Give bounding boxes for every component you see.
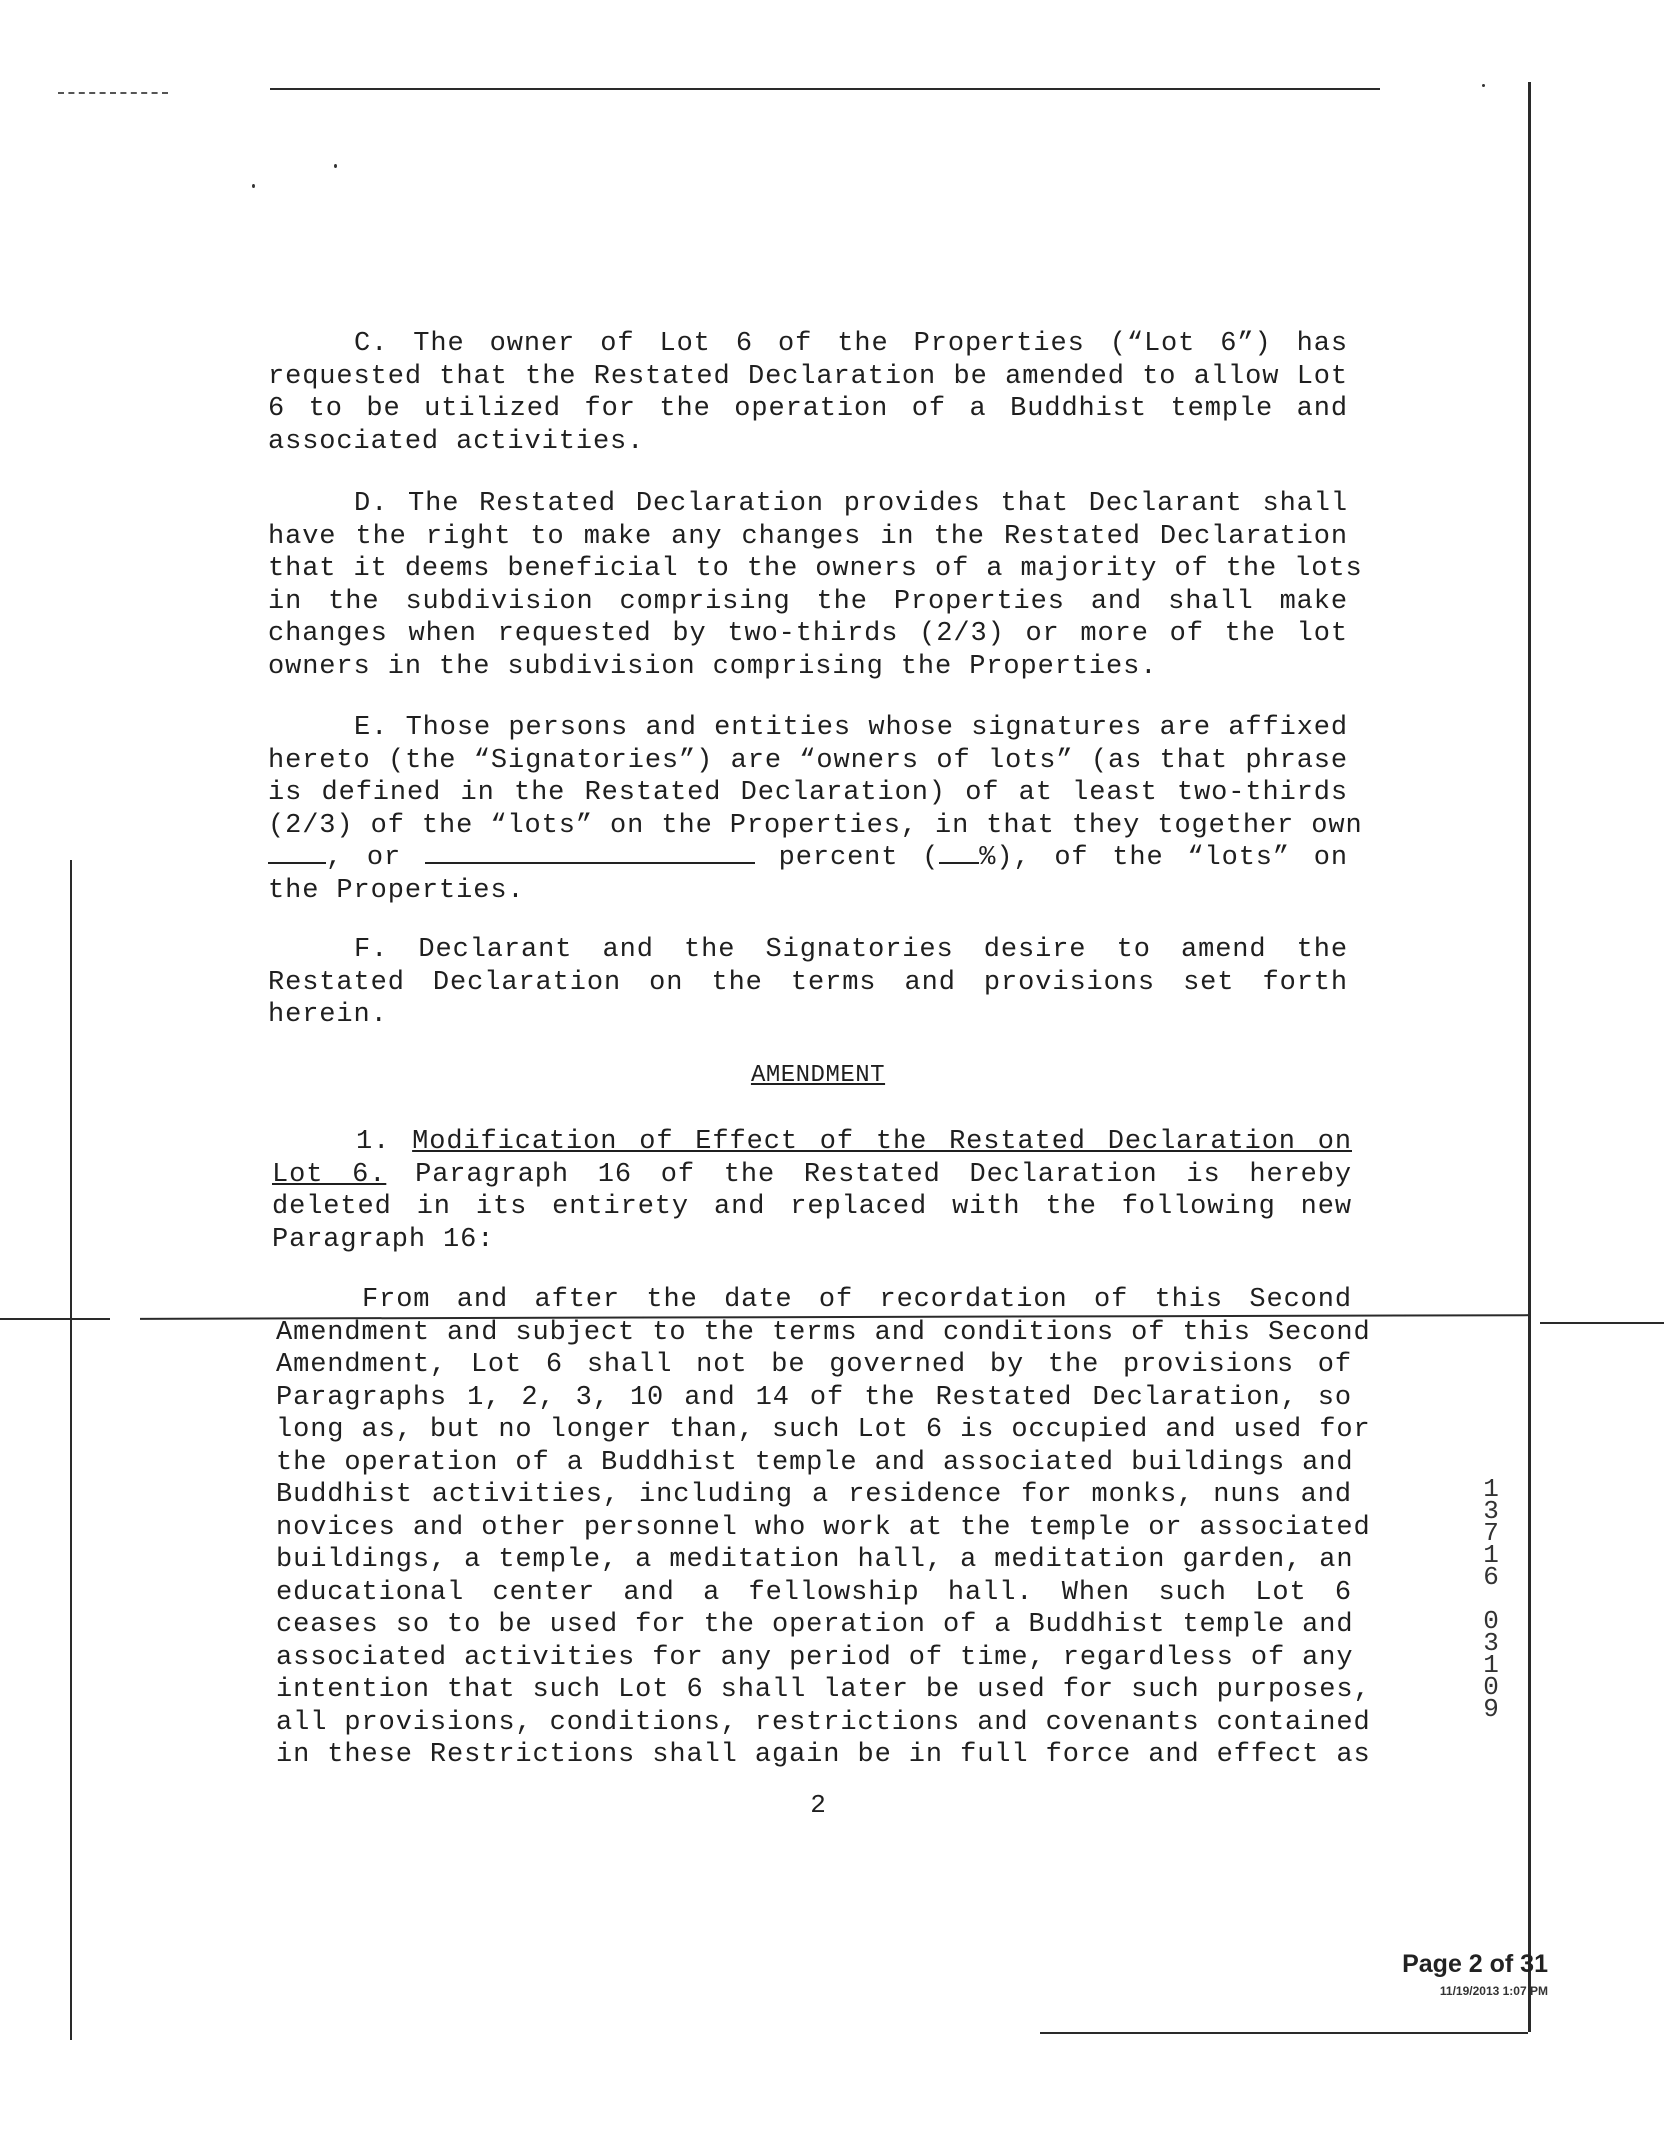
text-line: D. The Restated Declaration provides that Declarant shall	[354, 489, 1348, 519]
paragraph-e	[268, 712, 1363, 907]
text-line: requested that the Restated Declaration be amended to allow Lot	[268, 361, 1348, 392]
section-1	[272, 1126, 1352, 1256]
text-fragment: Paragraph 16 of the Restated Declaration is hereby	[415, 1159, 1352, 1190]
blank-fill-line	[268, 842, 1348, 875]
text-line: herein.	[268, 1000, 388, 1030]
text-line: long as, but no longer than, such Lot 6 is occupied and used for	[276, 1415, 1371, 1445]
text-line: deleted in its entirety and replaced with the following new	[272, 1192, 1352, 1222]
blank-percent-number	[939, 862, 979, 864]
code-digit: 7	[1483, 1518, 1499, 1548]
paragraph-body	[276, 1284, 1371, 1772]
text-line: all provisions, conditions, restrictions and covenants contained	[276, 1707, 1371, 1738]
text-line: (2/3) of the “lots” on the Properties, in that they together own	[268, 810, 1363, 841]
text-line: Paragraph 16:	[272, 1224, 495, 1255]
text-line: From and after the date of recordation of this Second	[362, 1285, 1352, 1315]
text-fragment: percent (	[778, 843, 940, 873]
text-line: owners in the subdivision comprising the Properties.	[268, 651, 1158, 682]
top-left-dash	[58, 92, 168, 94]
section-title-cont: Lot 6.	[272, 1159, 387, 1190]
paragraph-d	[268, 488, 1363, 683]
page-count-stamp: Page 2 of 31	[1402, 1950, 1548, 1978]
text-line: Buddhist activities, including a residence for monks, nuns and	[276, 1480, 1352, 1510]
text-line: Restated Declaration on the terms and provisions set forth	[268, 967, 1348, 998]
code-digit: 1	[1483, 1474, 1499, 1504]
left-border-line	[70, 860, 72, 2040]
code-digit: 0	[1483, 1672, 1499, 1702]
text-line: 6 to be utilized for the operation of a Buddhist temple and	[268, 394, 1348, 424]
page-number: 2	[810, 1790, 826, 1820]
timestamp-stamp: 11/19/2013 1:07 PM	[1439, 1984, 1548, 1998]
text-line: the Properties.	[268, 875, 525, 906]
code-digit: 1	[1483, 1650, 1499, 1680]
code-digit: 6	[1483, 1562, 1499, 1592]
section-number: 1.	[356, 1127, 391, 1157]
top-border-line	[270, 88, 1380, 90]
text-line: C. The owner of Lot 6 of the Properties (“Lot 6”) has	[354, 329, 1348, 359]
fold-line-left	[0, 1318, 110, 1320]
text-line: Amendment, Lot 6 shall not be governed by the provisions of	[276, 1350, 1352, 1380]
code-digit: 3	[1483, 1496, 1499, 1526]
code-digit: 1	[1483, 1540, 1499, 1570]
recording-code-vertical	[1478, 1474, 1504, 1724]
text-fragment: , or	[326, 843, 402, 873]
scan-speck	[252, 184, 255, 188]
blank-lot-count	[268, 862, 326, 864]
text-line: novices and other personnel who work at the temple or associated	[276, 1512, 1371, 1543]
text-line: is defined in the Restated Declaration) of at least two-thirds	[268, 778, 1348, 808]
code-digit: 0	[1483, 1606, 1499, 1636]
paragraph-f	[268, 934, 1348, 1032]
text-line	[272, 1126, 1352, 1159]
text-line: educational center and a fellowship hall. When such Lot 6	[276, 1577, 1352, 1608]
scan-speck	[1482, 84, 1485, 87]
text-line: buildings, a temple, a meditation hall, a meditation garden, an	[276, 1545, 1354, 1575]
text-line: in the subdivision comprising the Properties and shall make	[268, 586, 1348, 617]
text-line: hereto (the “Signatories”) are “owners of lots” (as that phrase	[268, 745, 1348, 776]
text-line: the operation of a Buddhist temple and associated buildings and	[276, 1447, 1354, 1478]
text-line	[272, 1159, 1352, 1192]
text-line: F. Declarant and the Signatories desire to amend the	[354, 935, 1348, 965]
text-line: associated activities for any period of time, regardless of any	[276, 1642, 1354, 1673]
text-line: Amendment and subject to the terms and conditions of this Second	[276, 1317, 1371, 1348]
code-digit: 9	[1483, 1694, 1499, 1724]
amendment-heading: AMENDMENT	[750, 1062, 886, 1089]
blank-percent-words	[425, 862, 755, 864]
text-fragment: %), of the “lots” on	[979, 843, 1348, 873]
text-line: associated activities.	[268, 426, 645, 457]
text-line: Paragraphs 1, 2, 3, 10 and 14 of the Restated Declaration, so	[276, 1382, 1352, 1413]
text-line: E. Those persons and entities whose signatures are affixed	[354, 713, 1348, 743]
scan-speck	[334, 164, 337, 168]
fold-line-right	[1540, 1322, 1664, 1324]
paragraph-c	[268, 328, 1348, 458]
right-border-line	[1528, 82, 1531, 2032]
text-line: changes when requested by two-thirds (2/3) or more of the lot	[268, 619, 1348, 649]
text-line: have the right to make any changes in the Restated Declaration	[268, 521, 1348, 552]
text-line: intention that such Lot 6 shall later be used for such purposes,	[276, 1675, 1371, 1705]
code-digit: 3	[1483, 1628, 1499, 1658]
bottom-border-line	[1040, 2032, 1528, 2034]
text-line: that it deems beneficial to the owners of a majority of the lots	[268, 554, 1363, 584]
text-line: in these Restrictions shall again be in full force and effect as	[276, 1740, 1371, 1770]
text-line: ceases so to be used for the operation of a Buddhist temple and	[276, 1610, 1354, 1640]
section-title: Modification of Effect of the Restated Declaration on	[412, 1127, 1352, 1157]
